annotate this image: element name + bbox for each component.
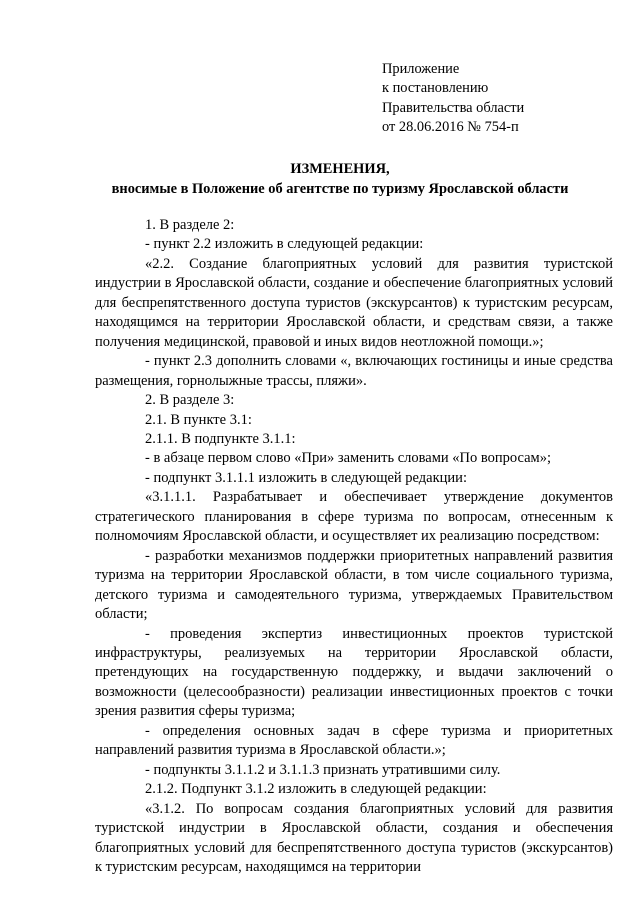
annex-header <box>382 60 524 137</box>
paragraph: - подпункт 3.1.1.1 изложить в следующей редакции: <box>145 469 467 486</box>
paragraph: - пункт 2.3 дополнить словами «, включающих гостиницы и иные средства размещения, горнолыжные трассы, пляжи». <box>95 353 613 389</box>
annex-line: Приложение <box>382 61 460 77</box>
paragraph: - в абзаце первом слово «При» заменить словами «По вопросам»; <box>145 450 551 467</box>
annex-line: Правительства области <box>382 99 525 116</box>
paragraph: - подпункты 3.1.1.2 и 3.1.1.3 признать утратившими силу. <box>145 761 501 778</box>
paragraph: 2.1. В пункте 3.1: <box>145 411 252 428</box>
title-line: ИЗМЕНЕНИЯ, <box>290 161 390 177</box>
annex-line: от 28.06.2016 № 754-п <box>382 118 519 135</box>
paragraph: «3.1.2. По вопросам создания благоприятных условий для развития туристской индустрии в Ярославской области, создания и обеспечения благоприятных условий для беспрепятственного доступа туристов (экскурсантов) к туристским ресурсам, находящимся на территории <box>95 800 613 875</box>
paragraph: - проведения экспертиз инвестиционных проектов туристской инфраструктуры, реализуемых на территории Ярославской области, претендующих на государственную поддержку, и выдачи заключений о возможности (целесообразности) реализации инвестиционных проектов с точки зрения развития сферы туризма; <box>95 625 613 720</box>
paragraph: 2.1.1. В подпункте 3.1.1: <box>145 430 296 447</box>
paragraph: 2. В разделе 3: <box>145 392 235 409</box>
paragraph: 2.1.2. Подпункт 3.1.2 изложить в следующей редакции: <box>145 781 487 798</box>
paragraph: - разработки механизмов поддержки приоритетных направлений развития туризма на территории Ярославской области, в том числе социального туризма, детского туризма и самодеятельного туризма, утверждаемых Правительством области; <box>95 547 613 623</box>
paragraph: - пункт 2.2 изложить в следующей редакции: <box>145 236 424 253</box>
paragraph: - определения основных задач в сфере туризма и приоритетных направлений развития туризма в Ярославской области.»; <box>95 722 613 759</box>
annex-line: к постановлению <box>382 80 489 97</box>
paragraph: «3.1.1.1. Разрабатывает и обеспечивает утверждение документов стратегического планирования в сфере туризма по вопросам, отнесенным к полномочиям Ярославской области, и осуществляет их реализацию посредством: <box>95 489 613 545</box>
document-body <box>95 216 613 877</box>
title-line: вносимые в Положение об агентстве по туризму Ярославской области <box>111 180 569 197</box>
paragraph: «2.2. Создание благоприятных условий для развития туристской индустрии в Ярославской области, создание и обеспечение благоприятных условий для беспрепятственного доступа туристов (экскурсантов) к туристским ресурсам, находящимся на территории Ярославской области, и средствам связи, а также получения медицинской, правовой и иных видов неотложной помощи.»; <box>95 255 613 350</box>
document-title <box>40 160 640 199</box>
paragraph: 1. В разделе 2: <box>145 217 235 233</box>
